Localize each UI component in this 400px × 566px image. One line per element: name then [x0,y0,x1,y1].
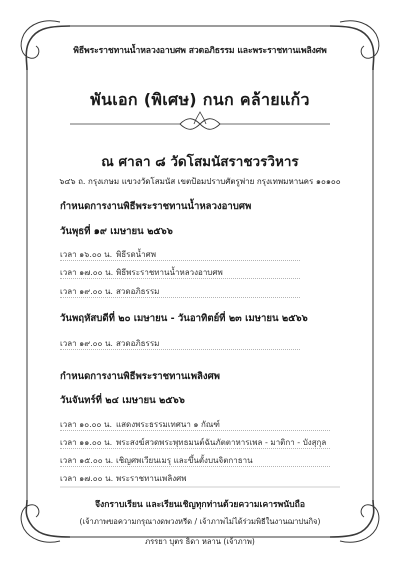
schedule-time: เวลา ๑๗.๐๐ น. [60,474,114,483]
venue-title: ณ ศาลา ๘ วัดโสมนัสราชวรวิหาร [101,154,299,170]
section-1-title: กำหนดการงานพิธีพระราชทานน้ำหลวงอาบศพ [60,201,252,212]
schedule-item [60,472,187,485]
schedule-time: เวลา ๑๙.๐๐ น. [60,339,113,348]
schedule-time: เวลา ๑๑.๐๐ น. [60,438,113,447]
section-3-title: กำหนดการงานพิธีพระราชทานเพลิงศพ [60,371,220,382]
schedule-desc: สวดอภิธรรม [116,287,160,296]
schedule-time: เวลา ๑๙.๐๐ น. [60,287,113,296]
schedule-time: เวลา ๑๐.๐๐ น. [60,420,112,429]
schedule-desc: พระสงฆ์สวดพระพุทธมนต์ฉันภัตตาหารเพล - มาติกา - บังสุกุล [116,438,327,447]
ceremony-title: พิธีพระราชทานน้ำหลวงอาบศพ สวดอภิธรรม และพระราชทานเพลิงศพ [73,46,327,56]
schedule-desc: พิธีพระราชทานน้ำหลวงอาบศพ [116,268,223,277]
venue-address: ๖๔๖ ถ. กรุงเกษม แขวงวัดโสมนัส เขตป้อมปราบศัตรูพ่าย กรุงเทพมหานคร ๑๐๑๐๐ [59,177,341,186]
schedule-time: เวลา ๑๕.๐๐ น. [60,456,114,465]
dotted-rule [60,448,330,449]
dotted-rule [60,278,300,279]
footer-host: ภรรยา บุตร ธิดา หลาน (เจ้าภาพ) [145,537,255,546]
dotted-rule [60,349,300,350]
schedule-time: เวลา ๑๖.๐๐ น. [60,250,113,259]
section-3-date: วันจันทร์ที่ ๒๔ เมษายน ๒๕๖๖ [60,395,185,406]
section-1-date: วันพุธที่ ๑๙ เมษายน ๒๕๖๖ [60,226,173,237]
footer-note: (เจ้าภาพขอความกรุณางดพวงหรีด / เจ้าภาพไม่ได้ร่วมพิธีในงานฌาปนกิจ) [79,517,321,526]
schedule-desc: แสดงพระธรรมเทศนา ๑ กัณฑ์ [116,420,220,429]
dotted-rule [60,297,300,298]
dotted-rule [60,466,330,467]
schedule-time: เวลา ๑๗.๐๐ น. [60,268,114,277]
schedule-desc: พระราชทานเพลิงศพ [116,474,187,483]
schedule-desc: เชิญศพเวียนเมรุ และขึ้นตั้งบนจิตกาธาน [116,456,253,465]
dotted-rule [60,430,330,431]
schedule-desc: สวดอภิธรรม [116,339,160,348]
section-2-date: วันพฤหัสบดีที่ ๒๐ เมษายน - วันอาทิตย์ที่ ๒๓ เมษายน ๒๕๖๖ [60,313,308,324]
dotted-rule [60,260,300,261]
footer-invitation: จึงกราบเรียน และเรียนเชิญทุกท่านด้วยความเคารพนับถือ [95,500,305,510]
schedule-desc: พิธีรดน้ำศพ [116,250,156,259]
deceased-name: พันเอก (พิเศษ) กนก คล้ายแก้ว [90,90,310,109]
